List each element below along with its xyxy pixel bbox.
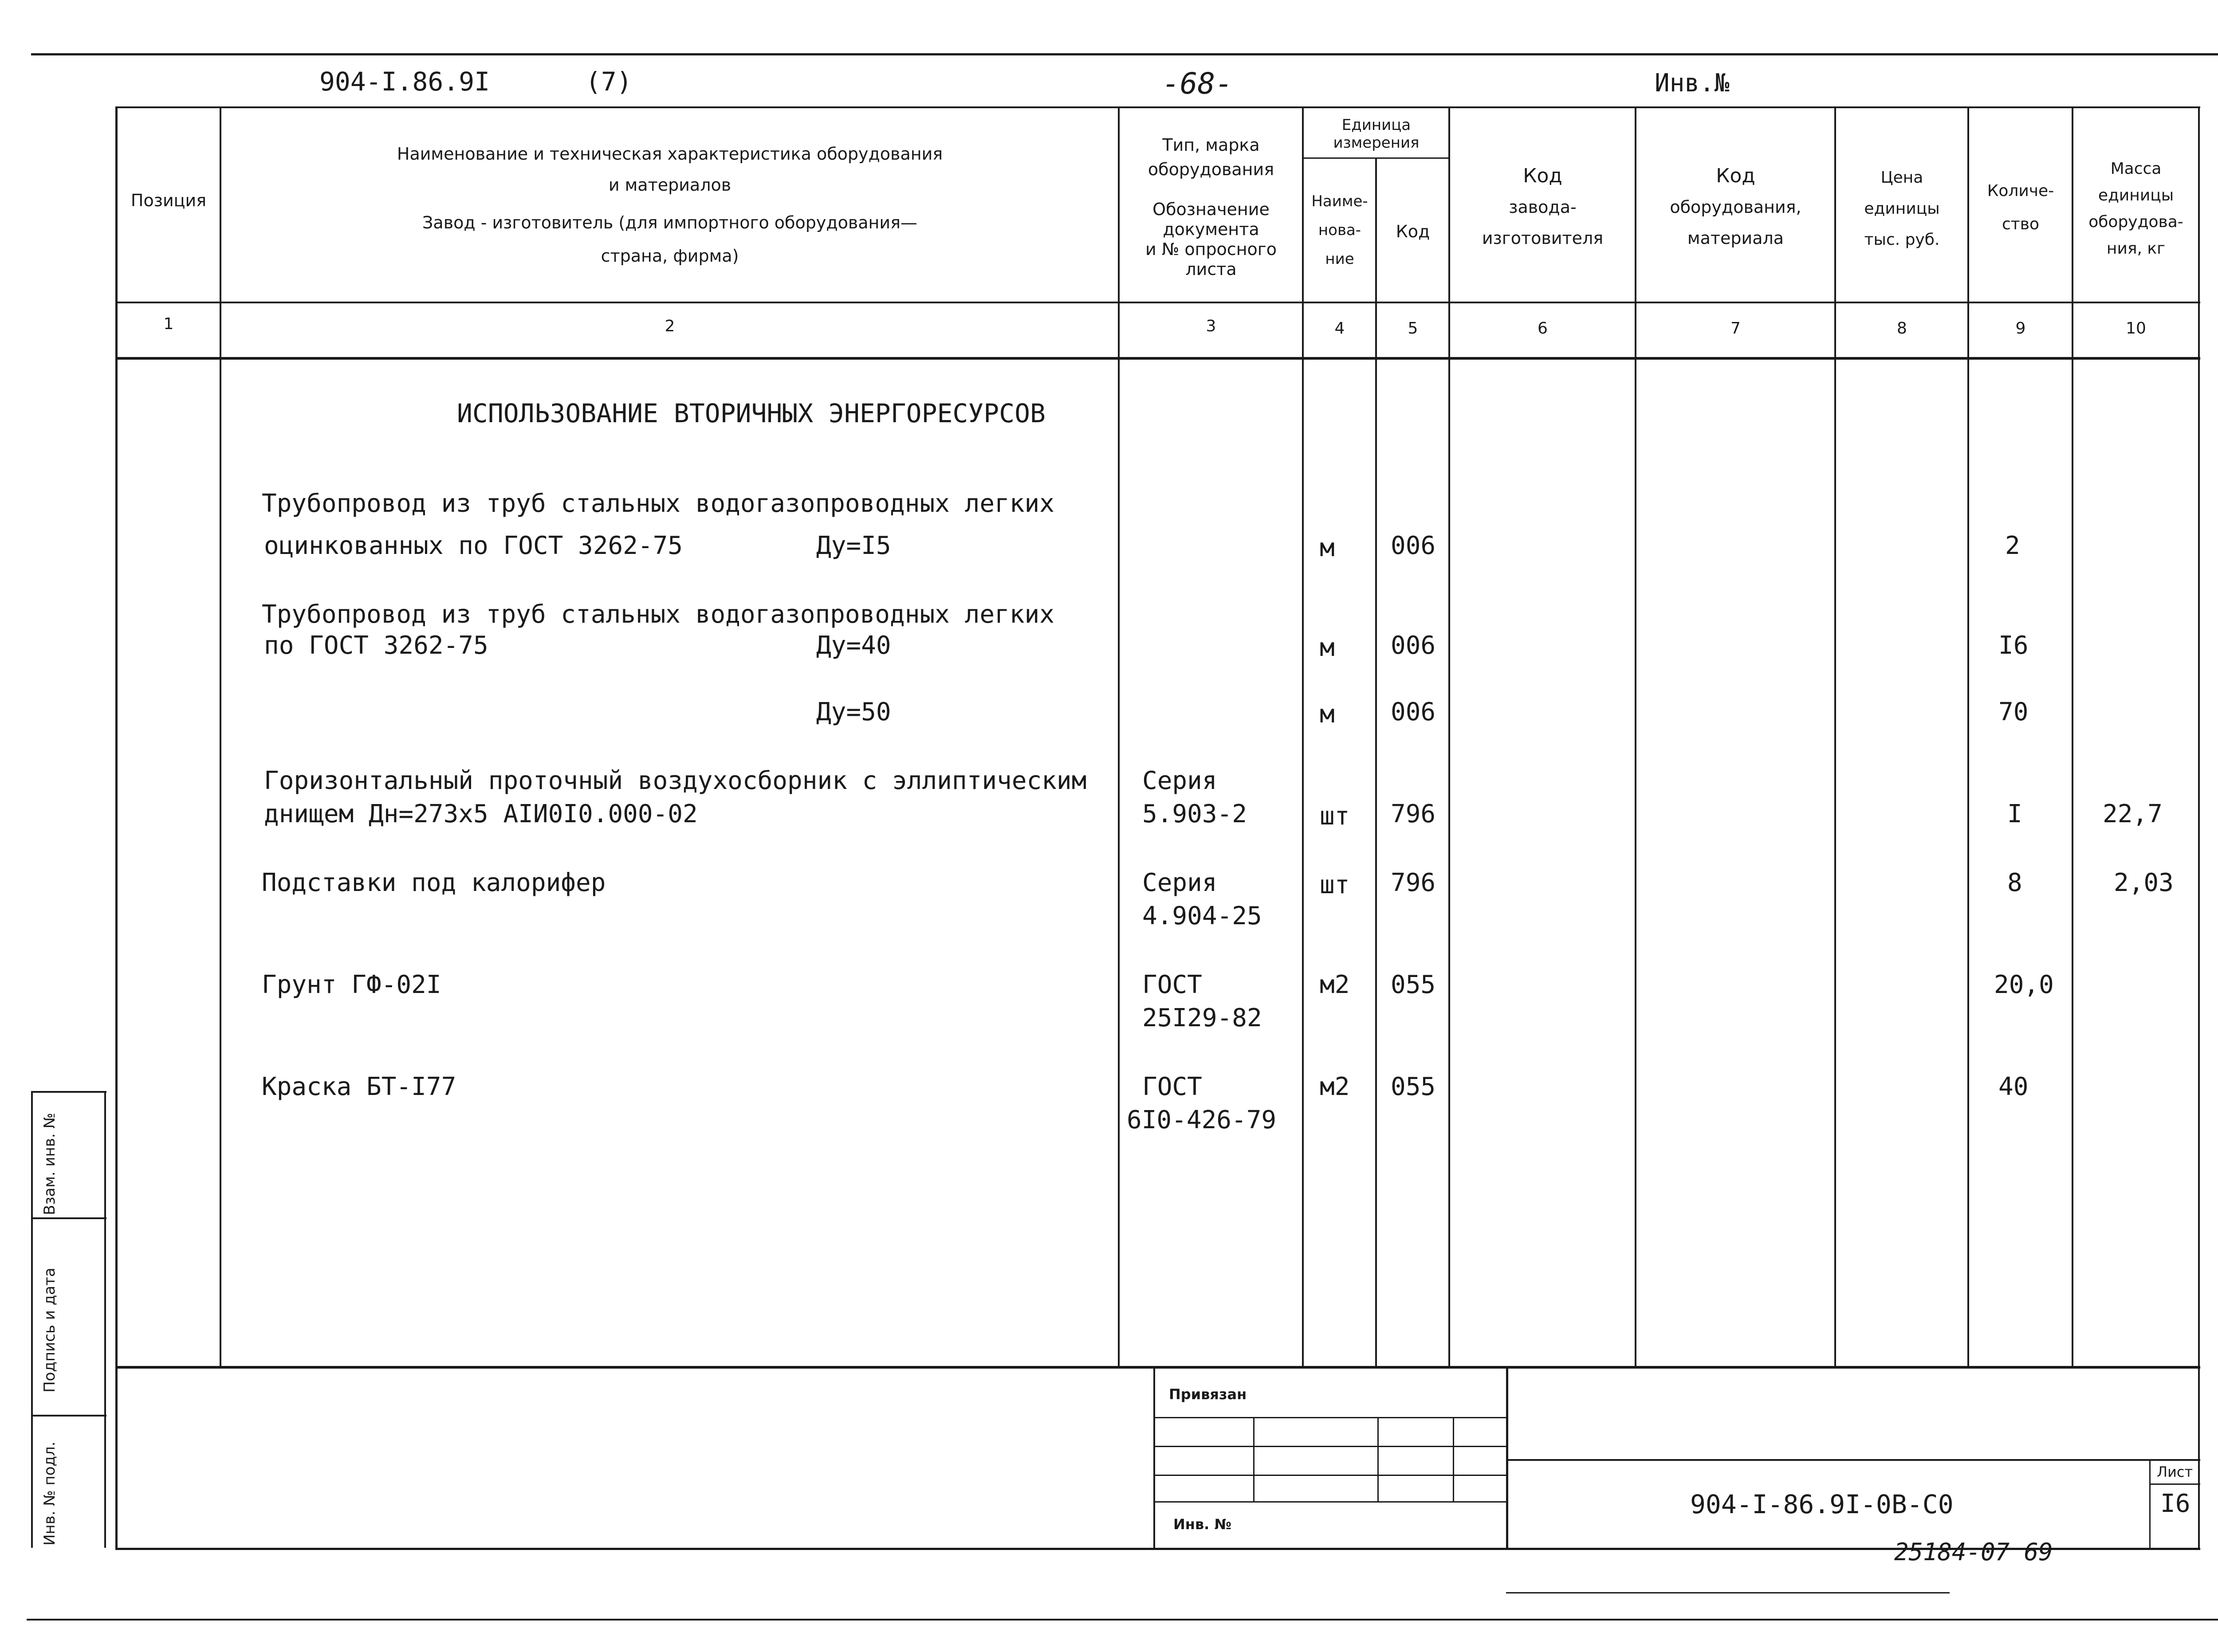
row7-code: 055 [1391,1072,1436,1101]
col10-header-line3: оборудова- [2088,213,2183,231]
col-number: 3 [1206,317,1216,335]
row5-type-line2: 4.904-25 [1142,902,1262,930]
col-line-5 [1448,106,1450,1366]
sheet-box-left [2149,1459,2151,1548]
row4-code: 796 [1391,800,1436,828]
title-block-line [1506,1459,2200,1461]
table-top-border [115,106,2200,108]
page-number: -68- [1162,67,1233,101]
col3-header-line4: документа [1163,220,1259,239]
col6-header-line1: Код [1523,165,1562,187]
col-number: 2 [665,317,675,335]
left-strip-top [31,1091,106,1093]
row5-type-line1: Серия [1142,868,1217,897]
col6-header-line3: изготовителя [1482,228,1604,248]
col4-header-line2: нова- [1318,221,1361,239]
row3-code: 006 [1391,698,1436,726]
row7-name: Краска БТ-I77 [262,1072,456,1101]
col10-header-line2: единицы [2098,186,2174,204]
row2-du: Ду=40 [816,631,891,660]
row4-type-line2: 5.903-2 [1142,800,1247,828]
row3-qty: 70 [1998,698,2029,726]
row7-unit: м2 [1320,1072,1350,1101]
col4-header-line1: Наиме- [1311,192,1368,210]
row7-type-line1: ГОСТ [1142,1072,1202,1101]
row4-type-line1: Серия [1142,766,1217,795]
side-label-podpis: Подпись и дата [41,1267,59,1393]
col5-header: Код [1396,222,1430,241]
col2-header-line3: Завод - изготовитель (для импортного оборудования— [422,213,917,232]
col-line-2 [1118,106,1120,1366]
col-line-8 [1967,106,1969,1366]
row5-name: Подставки под калорифер [262,868,606,897]
col2-header-line4: страна, фирма) [601,246,739,266]
unit-group-header-line2: измерения [1333,134,1420,152]
stamp-privyazan: Привязан [1169,1386,1247,1403]
row6-name: Грунт ГФ-02I [262,970,441,999]
row2-unit: м [1320,633,1335,662]
col1-header: Позиция [130,191,207,210]
row4-qty: I [2007,800,2022,828]
table-bottom-border [115,1548,2200,1550]
row2-name-line1: Трубопровод из труб стальных водогазопроводных легких [262,600,1054,629]
stamp-col2 [1377,1417,1379,1501]
col-line-9 [2072,106,2073,1366]
archive-underline [1506,1592,1950,1593]
col3-header-line3: Обозначение [1152,200,1270,219]
row4-name-line1: Горизонтальный проточный воздухосборник с эллиптическим [264,766,1087,795]
col-number: 4 [1334,319,1345,337]
col8-header-line2: единицы [1864,200,1940,218]
col-line-1 [220,106,221,1366]
stamp-inv-no: Инв. № [1173,1516,1231,1533]
row1-qty: 2 [2005,531,2020,560]
archive-number: 25184-07 69 [1894,1538,2053,1566]
row5-qty: 8 [2007,868,2022,897]
col9-header-line2: ство [2002,215,2039,233]
col-number: 7 [1730,319,1741,337]
row6-code: 055 [1391,970,1436,999]
stamp-col1 [1253,1417,1255,1501]
col-number: 10 [2126,319,2146,337]
inv-label: Инв.№ [1655,69,1730,98]
row7-type-line2: 6I0-426-79 [1127,1106,1277,1134]
bottom-line-outer [27,1619,2218,1621]
row3-du: Ду=50 [816,698,891,726]
col8-header-line1: Цена [1880,169,1923,187]
row5-unit: шт [1320,871,1350,899]
doc-code-top: 904-I.86.9I [319,67,490,97]
col7-header-line1: Код [1716,165,1755,187]
col2-header-line1: Наименование и техническая характеристика оборудования [397,144,943,164]
top-border [31,53,2218,55]
sheet-label: Лист [2157,1464,2193,1480]
col10-header-line4: ния, кг [2106,239,2166,258]
row3-unit: м [1320,700,1335,729]
col7-header-line3: материала [1687,228,1784,248]
row5-code: 796 [1391,868,1436,897]
doc-code: 904-I-86.9I-0В-С0 [1690,1489,1954,1519]
col-number: 9 [2015,319,2026,337]
stamp-col3 [1453,1417,1454,1501]
col-line-3 [1302,106,1304,1366]
col10-header-line1: Масса [2110,160,2162,178]
col4-header-line3: ние [1325,250,1354,268]
row1-unit: м [1320,534,1335,562]
left-strip-div1 [31,1217,106,1219]
stamp-box-left [1153,1366,1155,1548]
row1-code: 006 [1391,531,1436,560]
left-strip-div2 [31,1415,106,1417]
left-strip-inner [104,1091,106,1548]
row7-qty: 40 [1998,1072,2029,1101]
col7-header-line2: оборудования, [1670,197,1801,217]
col8-header-line3: тыс. руб. [1864,231,1940,249]
unit-group-header-line1: Единица [1341,116,1411,134]
col3-header-line1: Тип, марка [1162,135,1260,155]
left-strip-border [31,1091,33,1548]
stamp-row4 [1153,1501,1506,1503]
sheet-box-mid [2149,1483,2200,1485]
col3-header-line5: и № опросного [1145,239,1277,259]
col2-header-line2: и материалов [608,175,731,195]
row4-name-line2: днищем Дн=273х5 АIИ0I0.000-02 [264,800,698,828]
col-line-7 [1834,106,1836,1366]
row2-code: 006 [1391,631,1436,660]
side-label-vzam: Взам. инв. № [41,1113,59,1215]
row6-unit: м2 [1320,970,1350,999]
numbers-bottom-line [115,357,2200,360]
col-number: 1 [163,315,174,333]
side-label-invpodl: Инв. № подл. [41,1441,59,1546]
row6-type-line2: 25I29-82 [1142,1004,1262,1032]
section-title: ИСПОЛЬЗОВАНИЕ ВТОРИЧНЫХ ЭНЕРГОРЕСУРСОВ [457,398,1046,428]
row2-name-line2: по ГОСТ 3262-75 [264,631,488,660]
col9-header-line1: Количе- [1987,182,2054,200]
row5-mass: 2,03 [2114,868,2174,897]
col3-header-line2: оборудования [1148,160,1274,179]
sheet-number: I6 [2160,1489,2190,1518]
row1-name-line1: Трубопровод из труб стальных водогазопроводных легких [262,489,1054,518]
row4-mass: 22,7 [2103,800,2163,828]
col-line-6 [1635,106,1636,1366]
stamp-box-right [1506,1366,1508,1548]
col6-header-line2: завода- [1509,197,1577,217]
row6-type-line1: ГОСТ [1142,970,1202,999]
col-number: 8 [1897,319,1907,337]
row4-unit: шт [1320,802,1350,831]
col-line-4 [1375,157,1377,1366]
copy-number: (7) [586,67,632,97]
col-number: 6 [1538,319,1548,337]
header-bottom-line [115,302,2200,303]
row1-name-line2: оцинкованных по ГОСТ 3262-75 [264,531,683,560]
row2-qty: I6 [1998,631,2029,660]
row1-du: Ду=I5 [816,531,891,560]
col-number: 5 [1408,319,1418,337]
stamp-top-line [115,1366,2200,1369]
row6-qty: 20,0 [1994,970,2054,999]
table-right-border [2198,106,2200,1548]
col3-header-line6: листа [1185,259,1237,279]
